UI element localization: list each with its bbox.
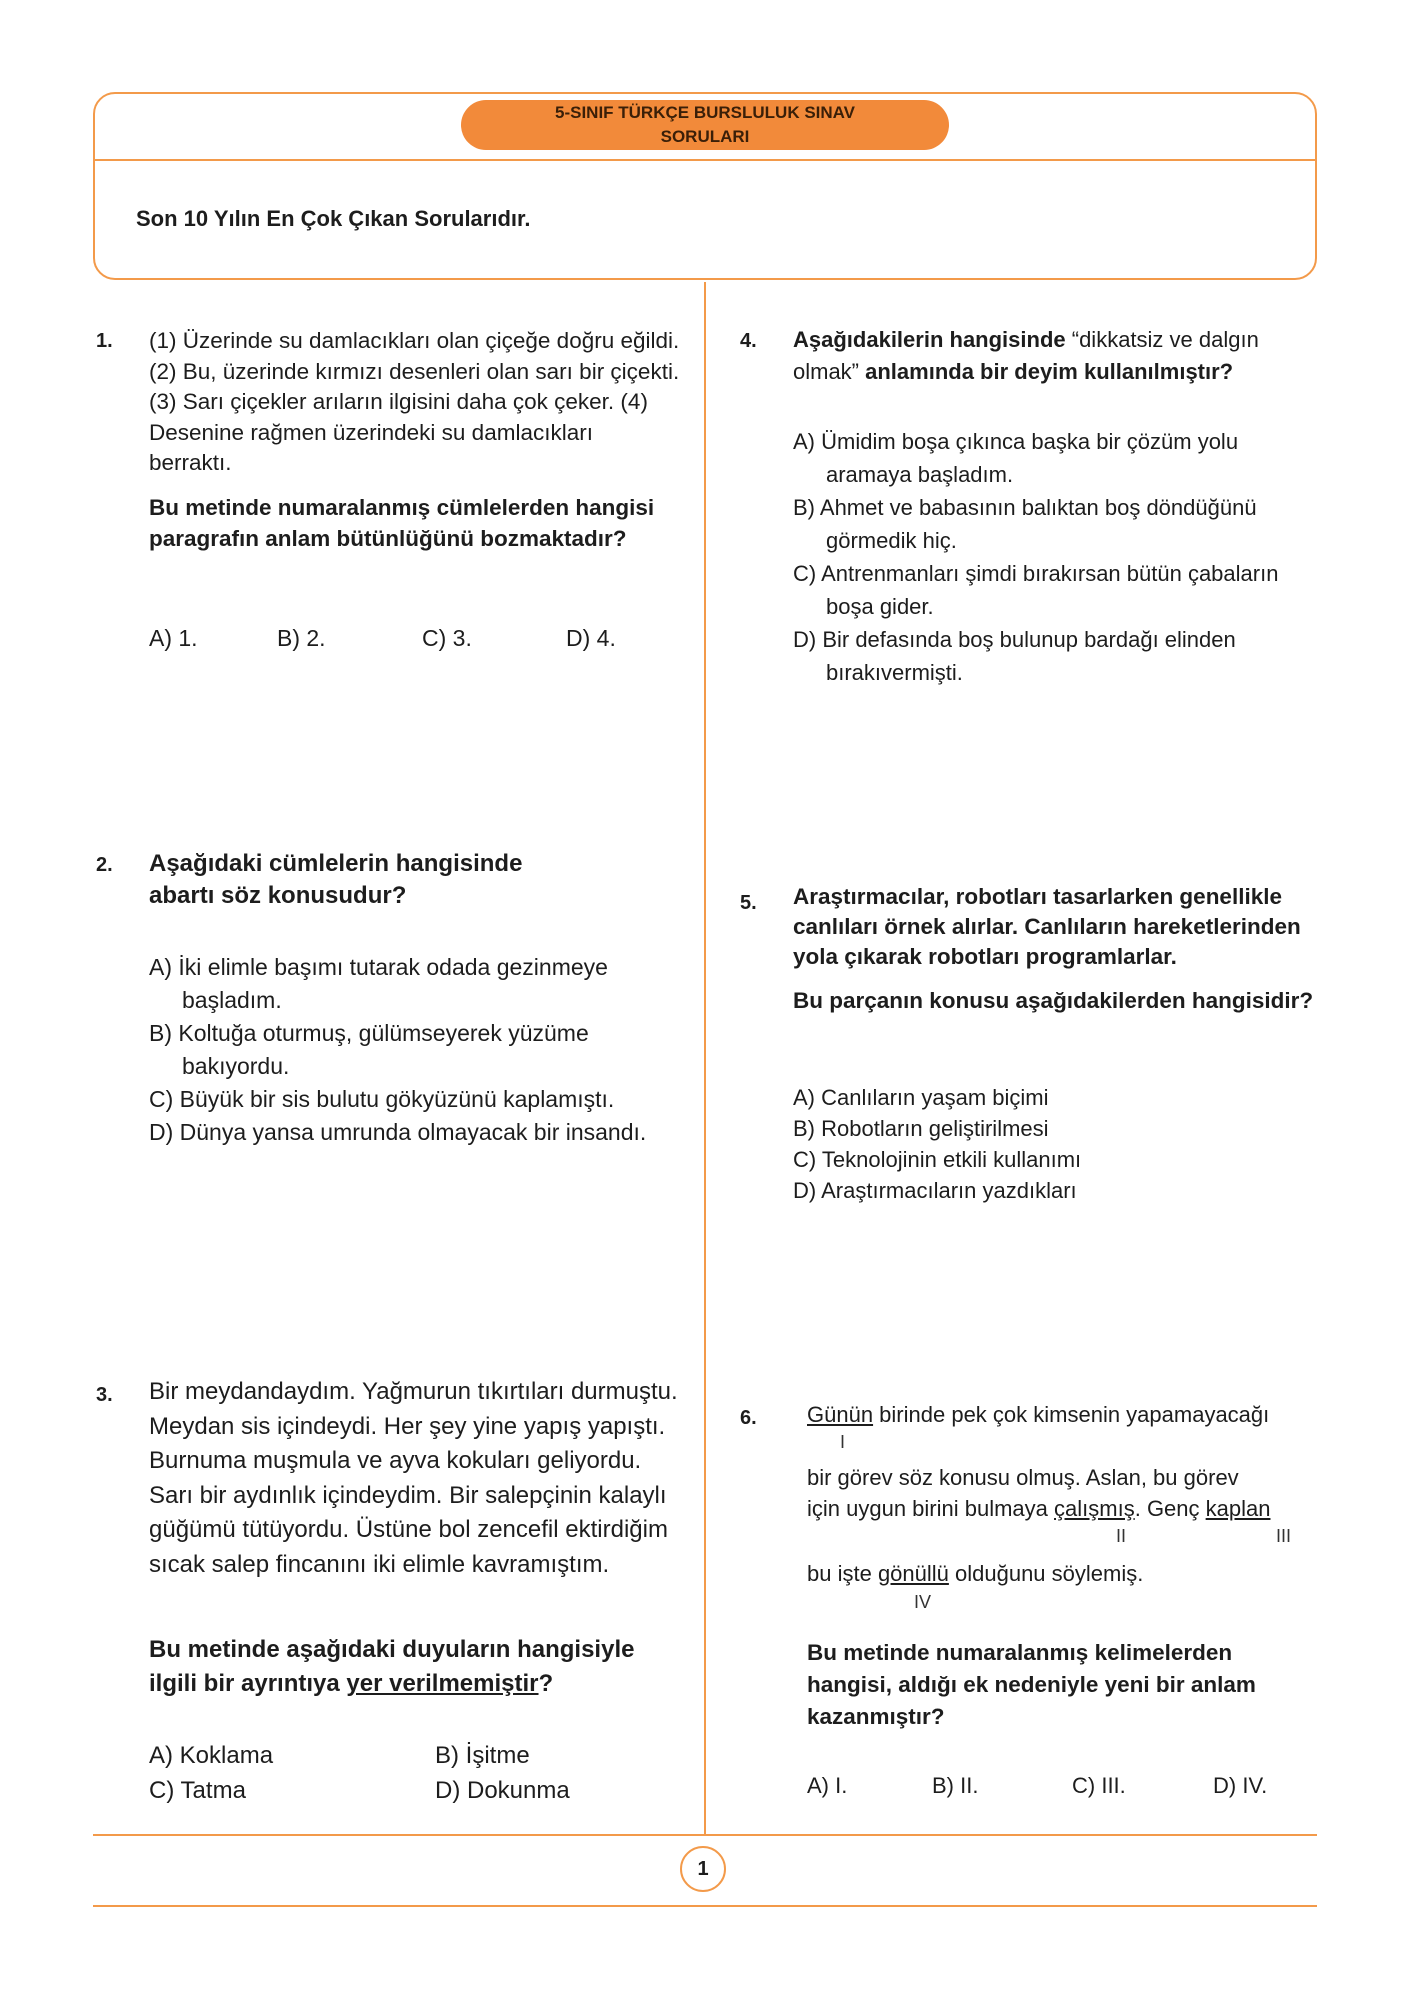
- q4-question-bold1: Aşağıdakilerin hangisinde: [793, 327, 1072, 352]
- header-divider: [93, 159, 1317, 161]
- q2-option-a[interactable]: A) İki elimle başımı tutarak odada gezinmeye başladım.: [149, 954, 608, 1013]
- q5-option-d[interactable]: D) Araştırmacıların yazdıkları: [793, 1178, 1077, 1203]
- q3-question-part1: Bu metinde aşağıdaki duyuların hangisiyle ilgili bir ayrıntıya: [149, 1636, 635, 1697]
- q5-text: Araştırmacılar, robotları tasarlarken genellikle canlıları örnek alırlar. Canlıların hareketlerinden yola çıkarak robotları programlarlar.: [793, 884, 1301, 969]
- q5-option-c[interactable]: C) Teknolojinin etkili kullanımı: [793, 1147, 1082, 1172]
- q6-word-1: Günün: [807, 1402, 874, 1427]
- q6-word-2: çalışmış: [1054, 1496, 1135, 1521]
- title-line-2: SORULARI: [660, 127, 750, 146]
- q4-options: [793, 425, 1321, 689]
- q4-option-c[interactable]: C) Antrenmanları şimdi bırakırsan bütün çabaların boşa gider.: [793, 561, 1279, 619]
- q1-option-c[interactable]: C) 3.: [422, 625, 472, 651]
- q1-question: Bu metinde numaralanmış cümlelerden hangisi paragrafın anlam bütünlüğünü bozmaktadır?: [149, 495, 655, 551]
- q6-text-1: birinde pek çok kimsenin yapamayacağı: [873, 1402, 1270, 1427]
- q5-options: [793, 1082, 1321, 1206]
- q6-option-b[interactable]: B) II.: [932, 1773, 979, 1798]
- q2-options: [149, 951, 689, 1149]
- q6-word-3: kaplan: [1205, 1496, 1271, 1521]
- column-divider: [704, 282, 706, 1834]
- q1-number: 1.: [96, 330, 113, 352]
- q6-line-2: bir görev söz konusu olmuş. Aslan, bu görev: [807, 1465, 1239, 1490]
- q4-option-b[interactable]: B) Ahmet ve babasının balıktan boş döndüğünü görmedik hiç.: [793, 495, 1257, 553]
- q2-option-d[interactable]: D) Dünya yansa umrunda olmayacak bir insandı.: [149, 1119, 647, 1145]
- q6-line-4: [807, 1558, 1143, 1590]
- q3-question-part2: ?: [538, 1670, 554, 1697]
- footer-line-bottom: [93, 1905, 1317, 1907]
- q6-mark-3: III: [1276, 1526, 1292, 1546]
- q1-option-d[interactable]: D) 4.: [566, 625, 616, 651]
- q2-number: 2.: [96, 854, 113, 876]
- q1-option-a[interactable]: A) 1.: [149, 625, 198, 651]
- q6-mark-1: I: [840, 1432, 846, 1452]
- q2-option-c[interactable]: C) Büyük bir sis bulutu gökyüzünü kaplamıştı.: [149, 1086, 615, 1112]
- q6-line-3: [807, 1493, 1270, 1525]
- q1-option-b[interactable]: B) 2.: [277, 625, 326, 651]
- q6-text-6: olduğunu söylemiş.: [948, 1561, 1144, 1586]
- q5-option-b[interactable]: B) Robotların geliştirilmesi: [793, 1116, 1049, 1141]
- q3-option-d[interactable]: D) Dokunma: [435, 1777, 570, 1804]
- q6-option-c[interactable]: C) III.: [1072, 1773, 1126, 1798]
- q4-question-quote: “dikkatsiz ve dalgın olmak”: [793, 327, 1259, 384]
- q3-option-c[interactable]: C) Tatma: [149, 1777, 246, 1804]
- q6-option-d[interactable]: D) IV.: [1213, 1773, 1268, 1798]
- q6-line-1: [807, 1399, 1269, 1431]
- q2-option-b[interactable]: B) Koltuğa oturmuş, gülümseyerek yüzüme bakıyordu.: [149, 1020, 589, 1079]
- q3-question: [149, 1633, 684, 1701]
- q4-number: 4.: [740, 330, 757, 352]
- title-line-1: 5-SINIF TÜRKÇE BURSLULUK SINAV: [554, 103, 856, 122]
- q3-text: Bir meydandaydım. Yağmurun tıkırtıları durmuştu. Meydan sis içindeydi. Her şey yine yapış yapıştı. Burnuma muşmula ve ayva kokuları geliyordu. Sarı bir aydınlık içindeydim. Bir salepçinin kalaylı güğümü tütüyordu. Üstüne bol zencefil ektirdiğim sıcak salep fincanını iki elimle kavramıştım.: [149, 1378, 678, 1578]
- q4-option-d[interactable]: D) Bir defasında boş bulunup bardağı elinden bırakıvermişti.: [793, 627, 1236, 685]
- page-number: 1: [680, 1846, 726, 1892]
- q4-question-bold2: anlamında bir deyim kullanılmıştır?: [859, 359, 1234, 384]
- q6-number: 6.: [740, 1407, 757, 1429]
- q1-text: (1) Üzerinde su damlacıkları olan çiçeğe doğru eğildi. (2) Bu, üzerinde kırmızı desenleri olan sarı bir çiçekti. (3) Sarı çiçekler arıların ilgisini daha çok çeker. (4) Desenine rağmen üzerindeki su damlacıkları berraktı.: [149, 328, 680, 475]
- q6-text-5: bu işte: [807, 1561, 878, 1586]
- subtitle: Son 10 Yılın En Çok Çıkan Sorularıdır.: [136, 206, 531, 231]
- q5-number: 5.: [740, 892, 757, 914]
- q4-question: [793, 324, 1323, 388]
- q6-mark-4: IV: [914, 1592, 932, 1612]
- q3-option-b[interactable]: B) İşitme: [435, 1742, 530, 1769]
- q6-text-4: . Genç: [1134, 1496, 1206, 1521]
- q5-option-a[interactable]: A) Canlıların yaşam biçimi: [793, 1085, 1049, 1110]
- title-pill: [461, 100, 949, 150]
- q2-question: Aşağıdaki cümlelerin hangisinde abartı söz konusudur?: [149, 850, 523, 909]
- q6-word-4: gönüllü: [877, 1561, 949, 1586]
- q6-option-a[interactable]: A) I.: [807, 1773, 848, 1798]
- footer-line-top: [93, 1834, 1317, 1836]
- q6-text-3: için uygun birini bulmaya: [807, 1496, 1055, 1521]
- q3-option-a[interactable]: A) Koklama: [149, 1742, 274, 1769]
- q4-option-a[interactable]: A) Ümidim boşa çıkınca başka bir çözüm yolu aramaya başladım.: [793, 429, 1239, 487]
- q3-question-underlined: yer verilmemiştir: [346, 1670, 539, 1697]
- q6-mark-2: II: [1116, 1526, 1127, 1546]
- q5-question: Bu parçanın konusu aşağıdakilerden hangisidir?: [793, 988, 1314, 1013]
- q6-question: Bu metinde numaralanmış kelimelerden hangisi, aldığı ek nedeniyle yeni bir anlam kazanmıştır?: [807, 1640, 1256, 1729]
- q3-number: 3.: [96, 1384, 113, 1406]
